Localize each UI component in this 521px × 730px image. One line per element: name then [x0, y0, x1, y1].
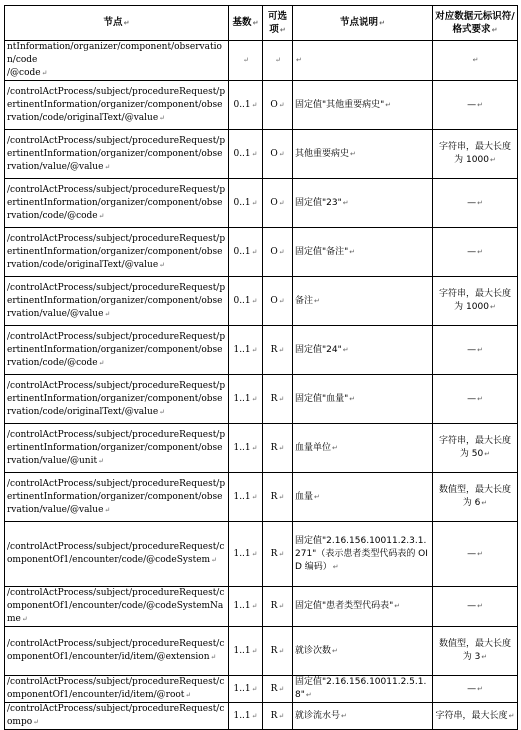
optional-cell-text: R: [270, 645, 278, 656]
cardinality-cell-text: 1..1: [233, 442, 251, 453]
node-path-cell-text: /controlActProcess/subject/procedureRequest/pertinentInformation/organizer/component/observation/code/@code: [7, 184, 226, 221]
description-cell-text: 其他重要病史: [295, 148, 350, 159]
description-cell: 固定值"2.16.156.10011.2.5.1.8"↵: [293, 676, 433, 703]
cardinality-cell: 1..1↵: [229, 326, 263, 375]
cardinality-cell: 1..1↵: [229, 676, 263, 703]
optional-cell-text: R: [270, 491, 278, 502]
cardinality-cell: 1..1↵: [229, 375, 263, 424]
cardinality-cell: 1..1↵: [229, 627, 263, 676]
table-row: [5, 130, 518, 179]
table-row: [5, 703, 518, 730]
cardinality-cell: 1..1↵: [229, 703, 263, 730]
node-path-cell-text: /controlActProcess/subject/procedureRequest/componentOf1/encounter/id/item/@extension: [7, 639, 225, 662]
cardinality-cell: 1..1↵: [229, 473, 263, 522]
optional-cell-text: R: [270, 548, 278, 559]
format-cell-text: —: [467, 683, 477, 694]
optional-cell-text: O: [270, 99, 278, 110]
node-path-cell-text: ntInformation/organizer/component/observation/code /@code: [7, 42, 222, 78]
format-cell-text: 数值型，最大长度为 3: [438, 639, 511, 662]
table-row: [5, 326, 518, 375]
table-body: [5, 41, 518, 730]
format-cell: 数值型，最大长度为 3↵: [433, 627, 518, 676]
cardinality-cell-text: 0..1: [233, 197, 251, 208]
format-cell-text: 字符串，最大长度: [435, 710, 508, 721]
optional-cell: O↵: [263, 228, 293, 277]
description-cell-text: 固定值"23": [295, 197, 342, 208]
optional-cell: R↵: [263, 424, 293, 473]
format-cell-text: —: [467, 197, 477, 208]
optional-cell-text: R: [270, 442, 278, 453]
node-path-cell: /controlActProcess/subject/procedureRequest/pertinentInformation/organizer/component/observation/value/@unit↵: [5, 424, 229, 473]
format-cell: ↵: [433, 41, 518, 81]
table-row: [5, 81, 518, 130]
optional-cell: O↵: [263, 277, 293, 326]
description-cell-text: 固定值"患者类型代码表": [295, 601, 394, 611]
optional-cell-text: O: [270, 295, 278, 306]
table-row: [5, 179, 518, 228]
node-path-cell-text: /controlActProcess/subject/procedureRequest/pertinentInformation/organizer/component/observation/value/@value: [7, 135, 226, 172]
node-path-cell: /controlActProcess/subject/procedureRequest/pertinentInformation/organizer/component/observation/value/@value↵: [5, 130, 229, 179]
node-path-cell: /controlActProcess/subject/procedureRequest/componentOf1/encounter/id/item/@root↵: [5, 676, 229, 703]
node-path-cell: /controlActProcess/subject/procedureRequest/pertinentInformation/organizer/component/observation/value/@value↵: [5, 473, 229, 522]
description-cell-text: 备注: [295, 295, 314, 306]
format-cell-text: —: [467, 548, 477, 559]
header-optional: 可选项↵: [263, 6, 293, 41]
table-header-row: [5, 6, 518, 41]
format-cell: 字符串，最大长度为 1000↵: [433, 277, 518, 326]
description-cell: 固定值"备注"↵: [293, 228, 433, 277]
optional-cell: ↵: [263, 41, 293, 81]
optional-cell-text: O: [270, 246, 278, 257]
format-cell: 字符串，最大长度↵: [433, 703, 518, 730]
cardinality-cell: 0..1↵: [229, 130, 263, 179]
node-path-cell-text: /controlActProcess/subject/procedureRequest/pertinentInformation/organizer/component/observation/code/@code: [7, 331, 226, 368]
description-cell: ↵: [293, 41, 433, 81]
node-path-cell-text: /controlActProcess/subject/procedureRequest/pertinentInformation/organizer/component/observation/value/@value: [7, 282, 226, 319]
description-cell: 固定值"24"↵: [293, 326, 433, 375]
format-cell-text: —: [467, 393, 477, 404]
node-path-cell-text: /controlActProcess/subject/procedureRequest/componentOf1/encounter/code/@codeSystem: [7, 542, 225, 565]
table-row: [5, 424, 518, 473]
description-cell-text: 固定值"2.16.156.10011.2.3.1.271"（表示患者类型代码表的 OID 编码）: [295, 535, 428, 572]
cardinality-cell: 0..1↵: [229, 277, 263, 326]
description-cell: 固定值"其他重要病史"↵: [293, 81, 433, 130]
cardinality-cell-text: 1..1: [233, 601, 251, 611]
description-cell-text: 血量单位: [295, 442, 332, 453]
format-cell-text: 字符串，最大长度为 1000: [438, 142, 511, 165]
optional-cell: R↵: [263, 473, 293, 522]
table-row: [5, 473, 518, 522]
format-cell: —↵: [433, 179, 518, 228]
node-path-cell: ntInformation/organizer/component/observation/code /@code↵: [5, 41, 229, 81]
header-cardinality: 基数↵: [229, 6, 263, 41]
node-path-cell: /controlActProcess/subject/procedureRequest/pertinentInformation/organizer/component/observation/code/@code↵: [5, 326, 229, 375]
node-path-cell-text: /controlActProcess/subject/procedureRequest/compo: [7, 704, 225, 727]
description-cell: 固定值"血量"↵: [293, 375, 433, 424]
node-path-cell: /controlActProcess/subject/procedureRequest/pertinentInformation/organizer/component/observation/code/originalText/@value↵: [5, 375, 229, 424]
node-path-cell: /controlActProcess/subject/procedureRequest/componentOf1/encounter/id/item/@extension↵: [5, 627, 229, 676]
description-cell-text: 固定值"备注": [295, 246, 349, 257]
node-path-cell: /controlActProcess/subject/procedureRequest/pertinentInformation/organizer/component/observation/code/originalText/@value↵: [5, 228, 229, 277]
cardinality-cell-text: 0..1: [233, 295, 251, 306]
node-path-cell: /controlActProcess/subject/procedureRequest/pertinentInformation/organizer/component/observation/code/originalText/@value↵: [5, 81, 229, 130]
format-cell: 字符串，最大长度为 1000↵: [433, 130, 518, 179]
node-path-cell-text: /controlActProcess/subject/procedureRequest/pertinentInformation/organizer/component/observation/code/originalText/@value: [7, 86, 226, 123]
cardinality-cell-text: 0..1: [233, 148, 251, 159]
cardinality-cell-text: 0..1: [233, 99, 251, 110]
node-path-cell-text: /controlActProcess/subject/procedureRequest/pertinentInformation/organizer/component/observation/code/originalText/@value: [7, 380, 226, 417]
optional-cell: R↵: [263, 587, 293, 627]
optional-cell: R↵: [263, 375, 293, 424]
table-row: [5, 676, 518, 703]
format-cell: —↵: [433, 522, 518, 587]
node-path-cell: /controlActProcess/subject/procedureRequest/componentOf1/encounter/code/@codeSystem↵: [5, 522, 229, 587]
optional-cell-text: R: [270, 683, 278, 694]
cardinality-cell-text: 1..1: [233, 393, 251, 404]
description-cell-text: 血量: [295, 491, 314, 502]
cardinality-cell: 1..1↵: [229, 522, 263, 587]
spec-table: [4, 5, 518, 730]
optional-cell: O↵: [263, 81, 293, 130]
format-cell: —↵: [433, 228, 518, 277]
description-cell: 血量单位↵: [293, 424, 433, 473]
optional-cell-text: O: [270, 148, 278, 159]
description-cell: 其他重要病史↵: [293, 130, 433, 179]
description-cell-text: 就诊次数: [295, 645, 332, 656]
description-cell: 就诊次数↵: [293, 627, 433, 676]
node-path-cell: /controlActProcess/subject/procedureRequest/pertinentInformation/organizer/component/observation/code/@code↵: [5, 179, 229, 228]
optional-cell: O↵: [263, 130, 293, 179]
header-format: 对应数据元标识符/格式要求↵: [433, 6, 518, 41]
optional-cell-text: O: [270, 197, 278, 208]
cardinality-cell-text: 1..1: [233, 645, 251, 656]
format-cell-text: —: [467, 344, 477, 355]
node-path-cell-text: /controlActProcess/subject/procedureRequest/pertinentInformation/organizer/component/observation/value/@value: [7, 478, 226, 515]
format-cell-text: —: [467, 601, 477, 611]
cardinality-cell-text: 1..1: [233, 344, 251, 355]
optional-cell: R↵: [263, 326, 293, 375]
node-path-cell-text: /controlActProcess/subject/procedureRequest/pertinentInformation/organizer/component/observation/value/@unit: [7, 429, 226, 466]
format-cell-text: 数值型，最大长度为 6: [438, 485, 511, 508]
table-row: [5, 228, 518, 277]
description-cell: 固定值"23"↵: [293, 179, 433, 228]
table-row: [5, 522, 518, 587]
cardinality-cell-text: 1..1: [233, 683, 251, 694]
node-path-cell: /controlActProcess/subject/procedureRequest/compo↵: [5, 703, 229, 730]
optional-cell: R↵: [263, 522, 293, 587]
node-path-cell-text: /controlActProcess/subject/procedureRequest/pertinentInformation/organizer/component/observation/code/originalText/@value: [7, 233, 226, 270]
description-cell: 固定值"患者类型代码表"↵: [293, 587, 433, 627]
description-cell-text: 固定值"24": [295, 344, 342, 355]
table-row: [5, 627, 518, 676]
format-cell: 数值型，最大长度为 6↵: [433, 473, 518, 522]
description-cell: 血量↵: [293, 473, 433, 522]
format-cell: —↵: [433, 375, 518, 424]
format-cell-text: —: [467, 246, 477, 257]
node-path-cell: /controlActProcess/subject/procedureRequest/pertinentInformation/organizer/component/observation/value/@value↵: [5, 277, 229, 326]
cardinality-cell: ↵: [229, 41, 263, 81]
format-cell-text: —: [467, 99, 477, 110]
node-path-cell-text: /controlActProcess/subject/procedureRequest/componentOf1/encounter/code/@codeSystemName: [7, 588, 225, 624]
table-row: [5, 375, 518, 424]
optional-cell-text: R: [270, 601, 278, 611]
optional-cell-text: R: [270, 344, 278, 355]
node-path-cell: /controlActProcess/subject/procedureRequest/componentOf1/encounter/code/@codeSystemName↵: [5, 587, 229, 627]
optional-cell: R↵: [263, 627, 293, 676]
cardinality-cell-text: 1..1: [233, 548, 251, 559]
cardinality-cell: 1..1↵: [229, 424, 263, 473]
description-cell-text: 固定值"其他重要病史": [295, 99, 385, 110]
header-description: 节点说明↵: [293, 6, 433, 41]
node-path-cell-text: /controlActProcess/subject/procedureRequest/componentOf1/encounter/id/item/@root: [7, 677, 225, 700]
optional-cell: R↵: [263, 703, 293, 730]
cardinality-cell-text: 1..1: [233, 491, 251, 502]
cardinality-cell-text: 1..1: [233, 710, 251, 721]
table-row: [5, 587, 518, 627]
format-cell: —↵: [433, 326, 518, 375]
cardinality-cell: 0..1↵: [229, 228, 263, 277]
description-cell: 备注↵: [293, 277, 433, 326]
cardinality-cell: 0..1↵: [229, 81, 263, 130]
format-cell: —↵: [433, 676, 518, 703]
optional-cell: O↵: [263, 179, 293, 228]
cardinality-cell: 1..1↵: [229, 587, 263, 627]
optional-cell-text: R: [270, 393, 278, 404]
optional-cell: R↵: [263, 676, 293, 703]
format-cell-text: 字符串，最大长度为 1000: [438, 289, 511, 312]
description-cell: 固定值"2.16.156.10011.2.3.1.271"（表示患者类型代码表的 OID 编码）↵: [293, 522, 433, 587]
table-row: [5, 41, 518, 81]
cardinality-cell-text: 0..1: [233, 246, 251, 257]
header-node: 节点↵: [5, 6, 229, 41]
description-cell: 就诊流水号↵: [293, 703, 433, 730]
cardinality-cell: 0..1↵: [229, 179, 263, 228]
format-cell: 字符串，最大长度为 50↵: [433, 424, 518, 473]
table-row: [5, 277, 518, 326]
description-cell-text: 就诊流水号: [295, 710, 341, 721]
format-cell: —↵: [433, 587, 518, 627]
description-cell-text: 固定值"2.16.156.10011.2.5.1.8": [295, 677, 427, 700]
format-cell-text: 字符串，最大长度为 50: [438, 436, 511, 459]
description-cell-text: 固定值"血量": [295, 393, 349, 404]
format-cell: —↵: [433, 81, 518, 130]
optional-cell-text: R: [270, 710, 278, 721]
